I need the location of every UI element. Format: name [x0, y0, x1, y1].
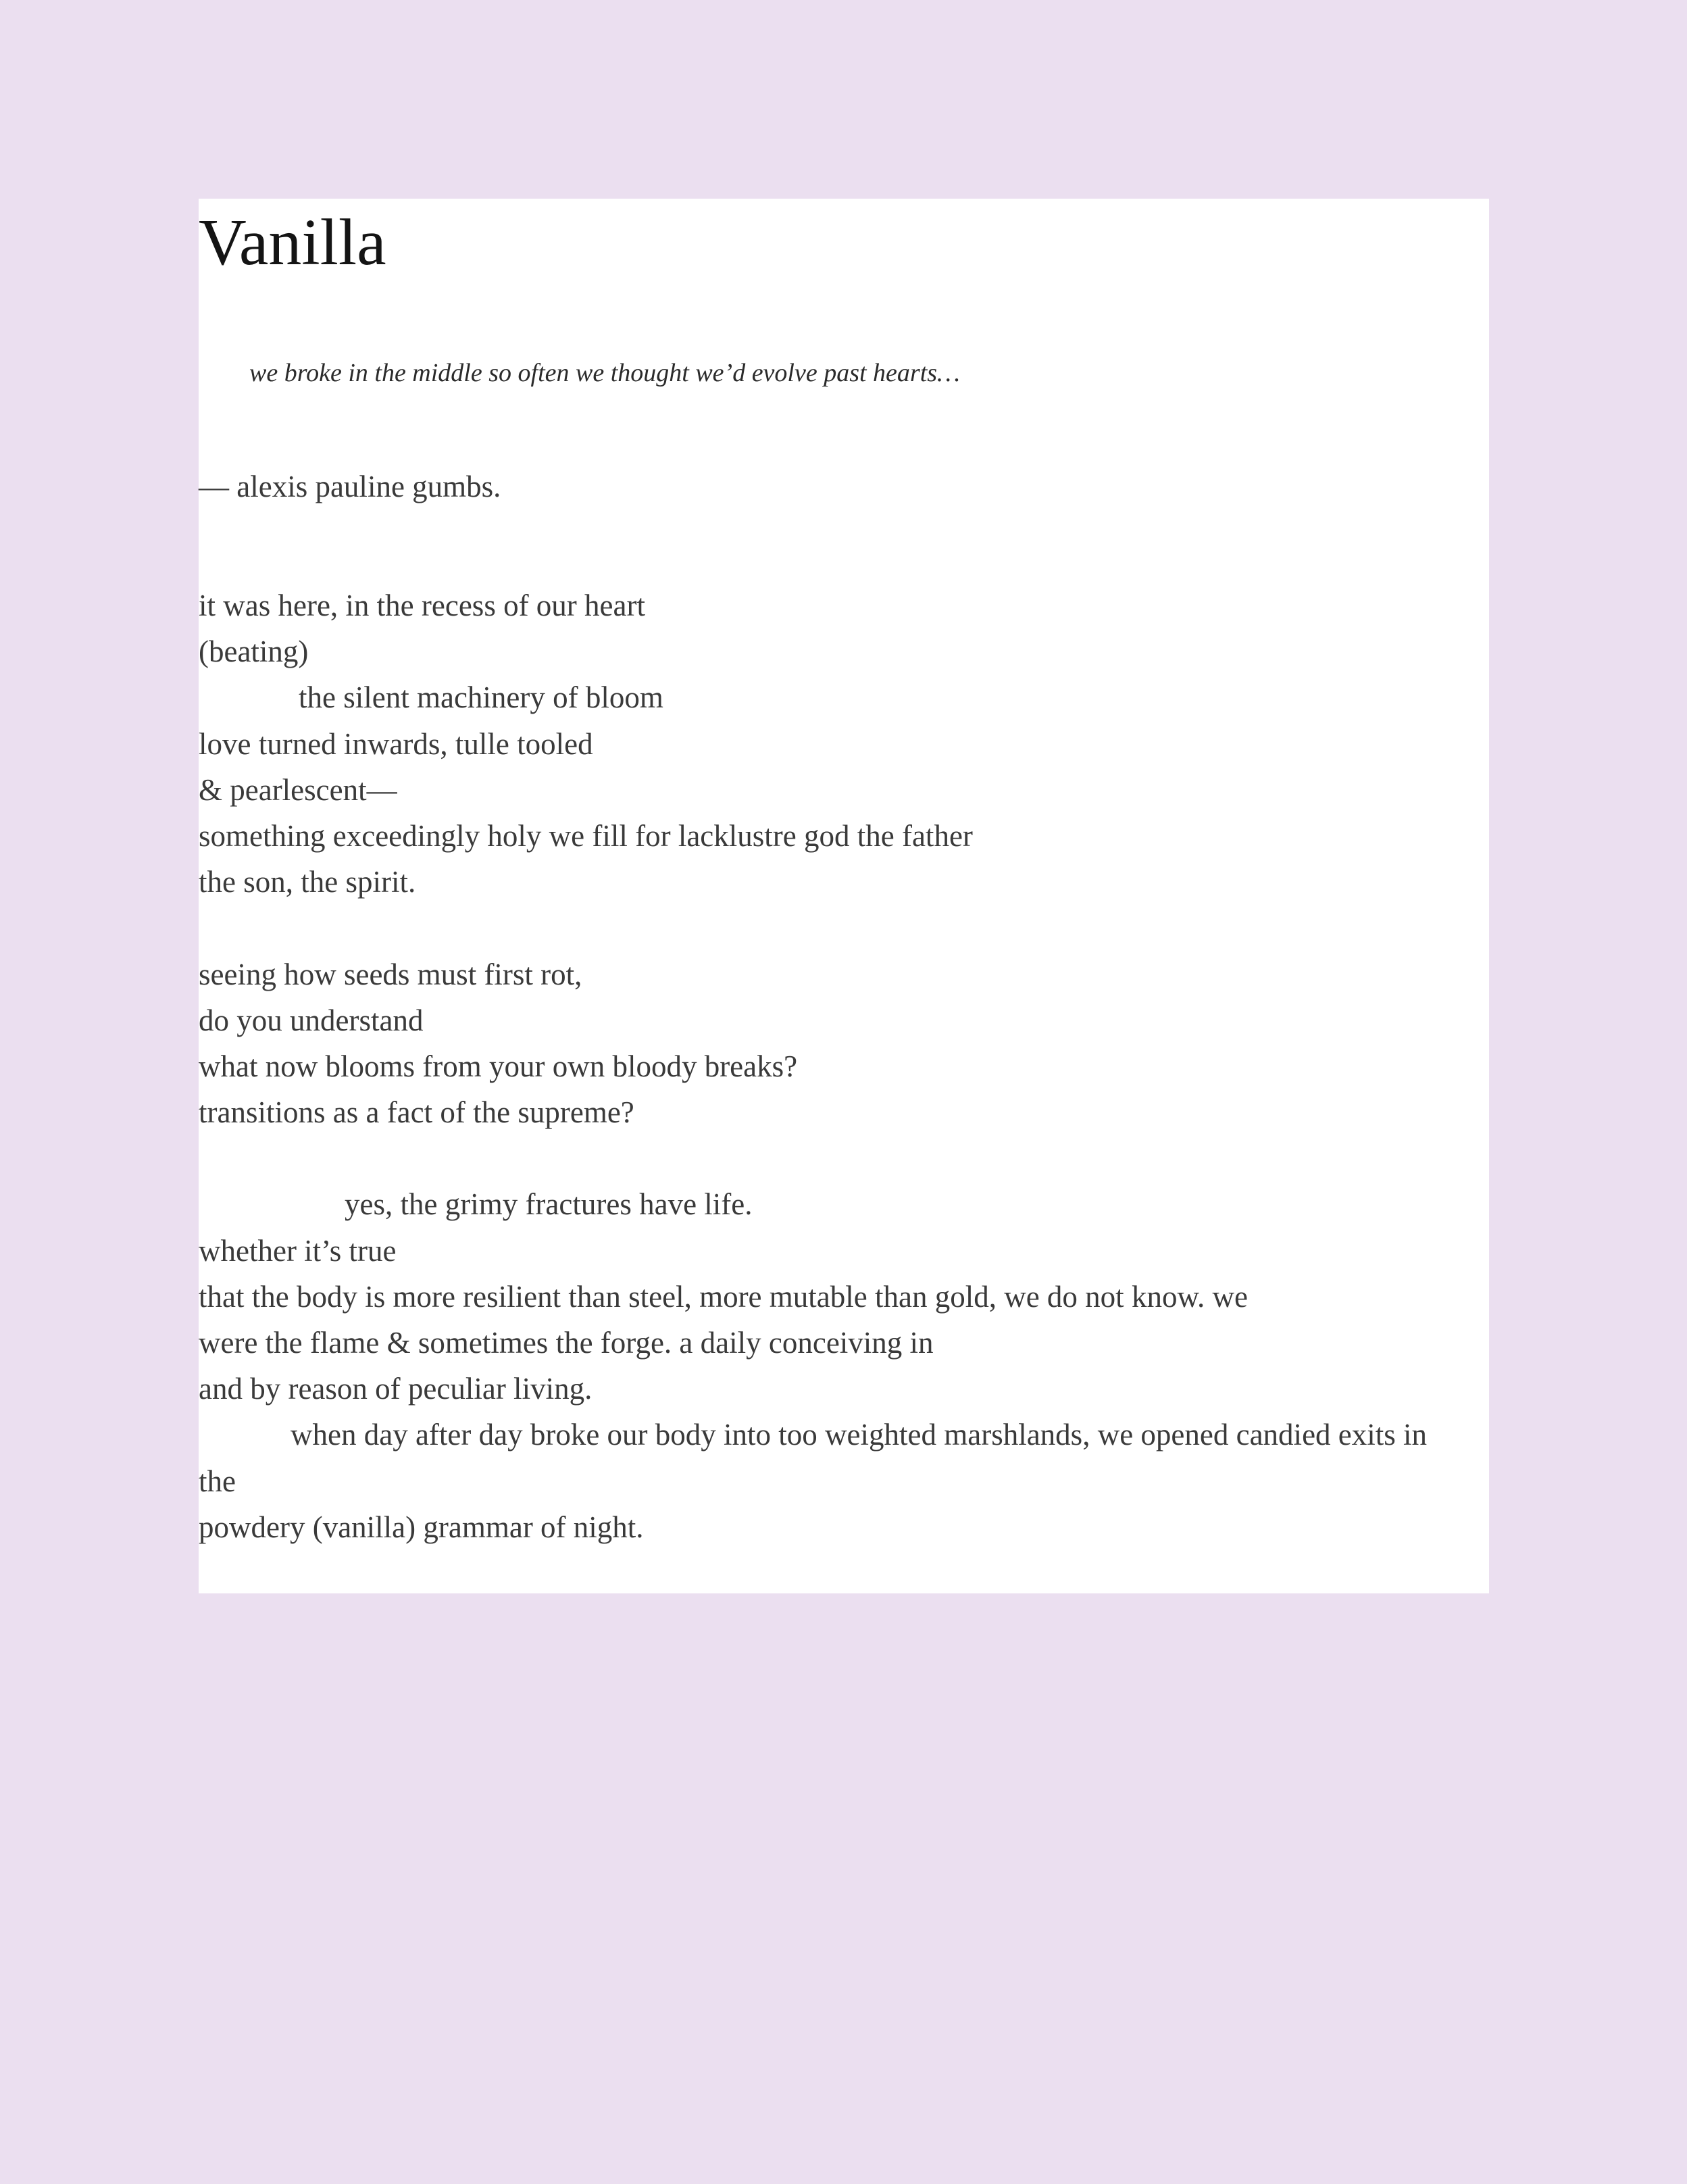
poem-line: & pearlescent—	[199, 772, 397, 807]
poem-line: whether it’s true	[199, 1233, 397, 1268]
poem-line: powdery (vanilla) grammar of night.	[199, 1510, 644, 1544]
poem-line: transitions as a fact of the supreme?	[199, 1095, 634, 1130]
epigraph: we broke in the middle so often we thought we’d evolve past hearts…	[249, 359, 960, 387]
poem-line: (beating)	[199, 635, 309, 669]
poem-page	[199, 199, 1489, 1593]
stanza-3	[199, 1181, 1489, 1550]
poem-line: the	[199, 1464, 236, 1498]
poem-line: yes, the grimy fractures have life.	[345, 1187, 753, 1222]
poem-line: what now blooms from your own bloody breaks?	[199, 1049, 798, 1083]
poem-line: and by reason of peculiar living.	[199, 1372, 593, 1406]
stanza-2	[199, 951, 1489, 1136]
poem-line: it was here, in the recess of our heart	[199, 589, 645, 622]
epigraph-attribution: — alexis pauline gumbs.	[199, 470, 501, 503]
stanza-1	[199, 582, 1489, 905]
poem-line: something exceedingly holy we fill for lacklustre god the father	[199, 818, 973, 853]
poem-line: love turned inwards, tulle tooled	[199, 726, 593, 761]
poem-title: Vanilla	[199, 206, 386, 279]
poem-line: do you understand	[199, 1003, 424, 1037]
poem-line: were the flame & sometimes the forge. a daily conceiving in	[199, 1326, 934, 1360]
poem-line: the son, the spirit.	[199, 865, 416, 899]
poem-line: seeing how seeds must first rot,	[199, 957, 582, 991]
poem-line: the silent machinery of bloom	[299, 680, 663, 715]
poem-line: when day after day broke our body into too weighted marshlands, we opened candied exits in	[291, 1418, 1428, 1452]
stanza-break	[199, 1135, 1489, 1181]
poem-body	[199, 582, 1489, 1550]
poem-line: that the body is more resilient than steel, more mutable than gold, we do not know. we	[199, 1279, 1248, 1314]
stanza-break	[199, 905, 1489, 951]
